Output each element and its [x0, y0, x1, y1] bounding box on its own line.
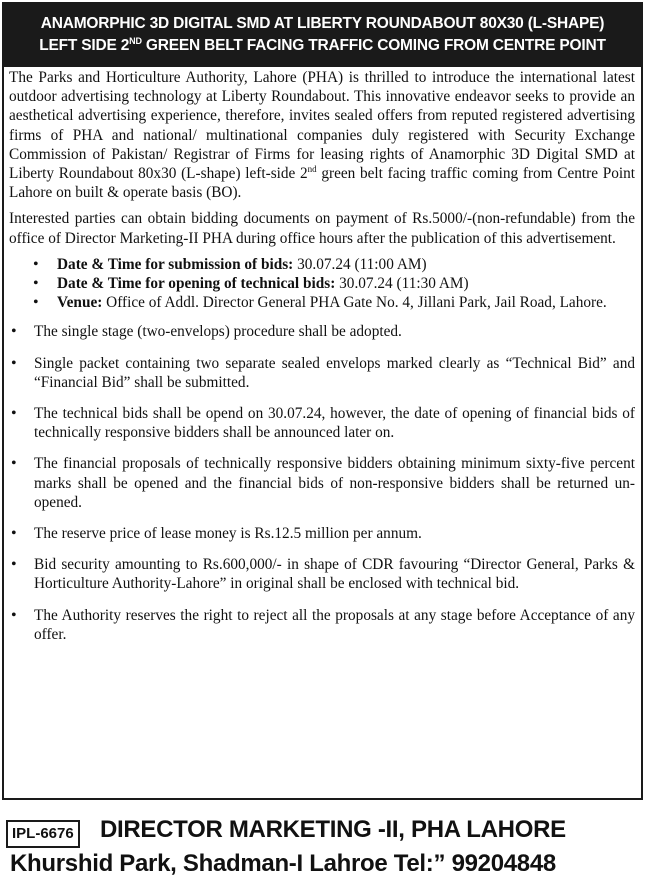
issuing-office: DIRECTOR MARKETING -II, PHA LAHORE	[100, 816, 566, 843]
intro-text-1: The Parks and Horticulture Authority, Lahore (PHA) is thrilled to introduce the international latest outdoor advertising technology at Liberty Roundabout. This innovative endeavor seeks to provide an aesthetical advertising experience, therefore, invites sealed offers from reputed registered advertising firms of PHA and national/ multinational companies duly registered with Security Exchange Commission of Pakistan/ Registrar of Firms for leasing rights of Anamorphic 3D Digital SMD at Liberty Roundabout 80x30 (L-shape) left-side 2	[9, 69, 635, 183]
schedule-label: Date & Time for submission of bids:	[57, 255, 294, 273]
condition-item: • The reserve price of lease money is Rs.12.5 million per annum.	[9, 524, 635, 543]
footer	[2, 800, 643, 886]
intro-text-2: green belt facing traffic coming from Centre Point Lahore on built & operate basis (BO).	[9, 165, 636, 202]
condition-item: • The technical bids shall be opend on 30.07.24, however, the date of opening of financial bids of technically responsive bidders shall be announced later on.	[9, 404, 635, 442]
schedule-list	[9, 255, 635, 313]
condition-item: • The single stage (two-envelops) procedure shall be adopted.	[9, 322, 635, 341]
intro-paragraph	[9, 68, 635, 202]
condition-item: • The financial proposals of technically responsive bidders obtaining minimum sixty-five percent marks shall be opened and the financial bids of non-responsive bidders shall be returned un-opened.	[9, 454, 635, 512]
title-line-1: ANAMORPHIC 3D DIGITAL SMD AT LIBERTY ROUNDABOUT 80X30 (L-SHAPE)	[40, 14, 605, 32]
ad-code-box: IPL-6676	[6, 820, 80, 848]
title-line-2-prefix: LEFT SIDE 2	[39, 36, 130, 54]
schedule-value: 30.07.24 (11:30 AM)	[335, 275, 469, 293]
schedule-label: Date & Time for opening of technical bids:	[57, 275, 336, 293]
office-address: Khurshid Park, Shadman-I Lahroe Tel:” 99204848	[10, 850, 556, 877]
title-line-2	[2, 35, 643, 57]
notice-body	[9, 68, 635, 656]
documents-paragraph: Interested parties can obtain bidding documents on payment of Rs.5000/-(non-refundable) from the office of Director Marketing-II PHA during office hours after the publication of this advertisement.	[9, 210, 635, 247]
schedule-item-opening	[33, 274, 635, 293]
schedule-item-submission	[33, 255, 635, 274]
condition-item: • Bid security amounting to Rs.600,000/- in shape of CDR favouring “Director General, Parks & Horticulture Authority-Lahore” in original shall be enclosed with technical bid.	[9, 555, 635, 593]
title-line-2-ordinal: ND	[129, 35, 142, 46]
condition-item: • The Authority reserves the right to reject all the proposals at any stage before Acceptance of any offer.	[9, 606, 635, 644]
schedule-value: Office of Addl. Director General PHA Gate No. 4, Jillani Park, Jail Road, Lahore.	[102, 294, 607, 312]
title-banner	[2, 2, 643, 67]
schedule-value: 30.07.24 (11:00 AM)	[293, 255, 427, 273]
intro-ordinal: nd	[307, 164, 317, 175]
schedule-item-venue	[33, 293, 635, 312]
schedule-label: Venue:	[57, 294, 103, 312]
conditions-list	[9, 322, 635, 644]
condition-item: • Single packet containing two separate sealed envelops marked clearly as “Technical Bid” and “Financial Bid” shall be submitted.	[9, 354, 635, 392]
title-line-2-suffix: GREEN BELT FACING TRAFFIC COMING FROM CENTRE POINT	[141, 36, 606, 54]
